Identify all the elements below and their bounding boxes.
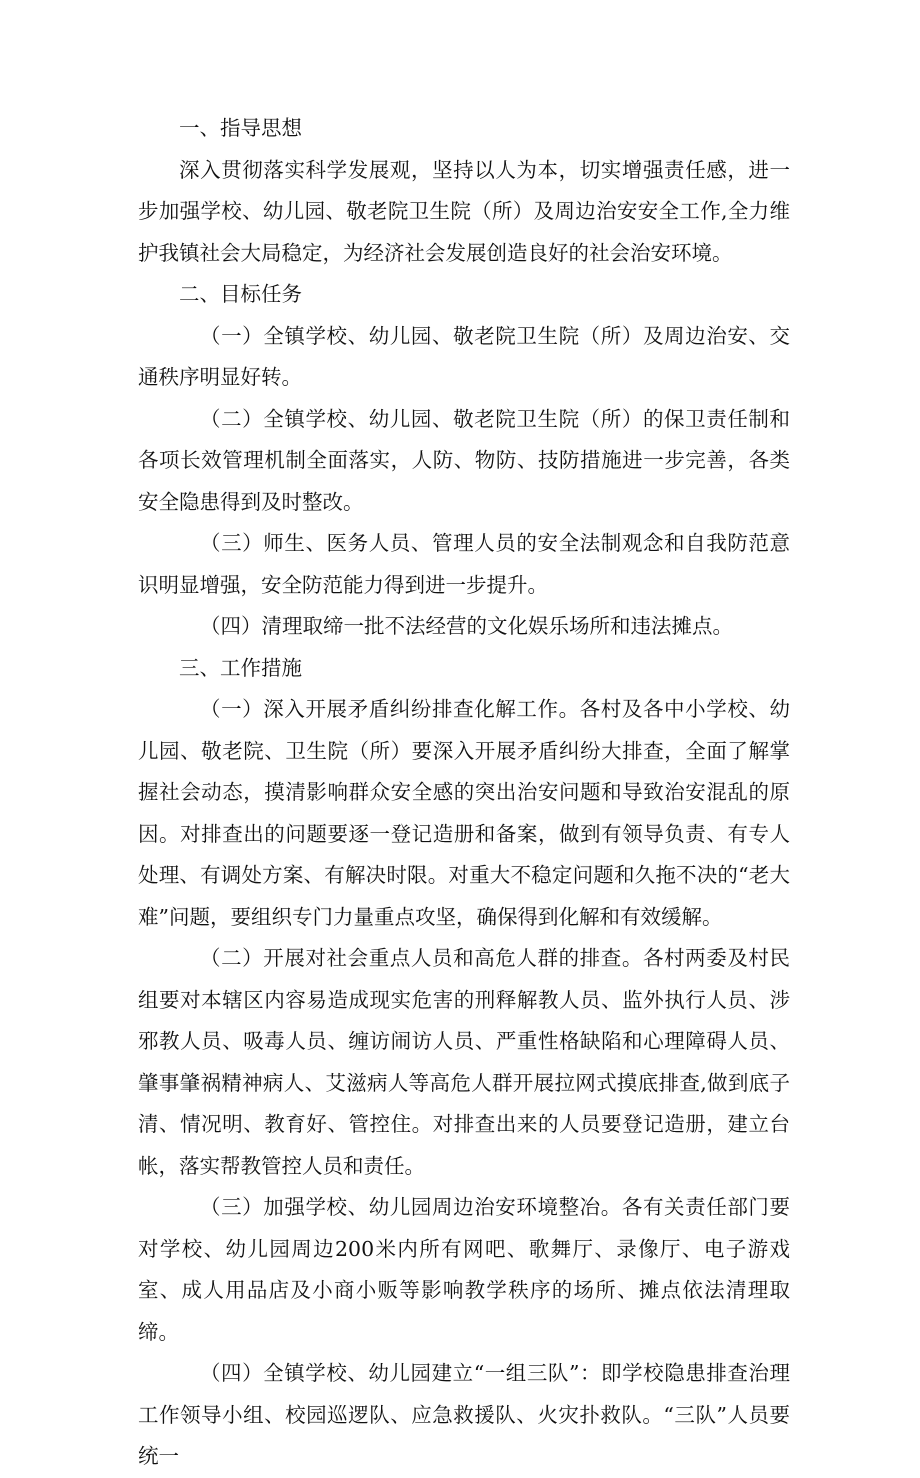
paragraph-measure-2: （二）开展对社会重点人员和高危人群的排查。各村两委及村民组要对本辖区内容易造成现实危害的刑释解教人员、监外执行人员、涉邪教人员、吸毒人员、缠访闹访人员、严重性格缺陷和心理障碍人员、肇事肇祸精神病人、艾滋病人等高危人群开展拉网式摸底排查,做到底子清、情况明、教育好、管控住。对排查出来的人员要登记造册，建立台帐，落实帮教管控人员和责任。 — [138, 946, 790, 1178]
section-heading-goals: 二、目标任务 — [179, 282, 302, 306]
section-heading-measures: 三、工作措施 — [179, 655, 302, 680]
paragraph-measure-3: （三）加强学校、幼儿园周边治安环境整冶。各有关责任部门要对学校、幼儿园周边200米内所有网吧、歌舞厅、录像厅、电子游戏室、成人用品店及小商小贩等影响教学秩序的场所、摊点依法清理取缔。 — [138, 1195, 790, 1344]
paragraph-guiding-thought: 深入贯彻落实科学发展观，坚持以人为本，切实增强责任感，进一步加强学校、幼儿园、敬老院卫生院（所）及周边治安安全工作,全力维护我镇社会大局稳定，为经济社会发展创造良好的社会治安环境。 — [138, 157, 790, 265]
paragraph-measure-4: （四）全镇学校、幼儿园建立“一组三队”：即学校隐患排查治理工作领导小组、校园巡逻队、应急救援队、火灾扑救队。“三队”人员要统一 — [138, 1361, 790, 1468]
paragraph-goal-4: （四）清理取缔一批不法经营的文化娱乐场所和违法摊点。 — [200, 614, 733, 638]
paragraph-goal-3: （三）师生、医务人员、管理人员的安全法制观念和自我防范意识明显增强，安全防范能力得到进一步提升。 — [138, 531, 790, 597]
section-heading-guiding-thought: 一、指导思想 — [179, 116, 302, 140]
paragraph-goal-1: （一）全镇学校、幼儿园、敬老院卫生院（所）及周边治安、交通秩序明显好转。 — [138, 323, 790, 389]
paragraph-measure-1: （一）深入开展矛盾纠纷排查化解工作。各村及各中小学校、幼儿园、敬老院、卫生院（所）要深入开展矛盾纠纷大排查，全面了解掌握社会动态，摸清影响群众安全感的突出治安问题和导致治安混乱的原因。对排查出的问题要逐一登记造册和备案，做到有领导负责、有专人处理、有调处方案、有解决时限。对重大不稳定问题和久拖不决的“老大难”问题，要组织专门力量重点攻坚，确保得到化解和有效缓解。 — [138, 697, 790, 929]
document-body — [138, 108, 790, 1478]
paragraph-goal-2: （二）全镇学校、幼儿园、敬老院卫生院（所）的保卫责任制和各项长效管理机制全面落实，人防、物防、技防措施进一步完善，各类安全隐患得到及时整改。 — [138, 406, 790, 514]
